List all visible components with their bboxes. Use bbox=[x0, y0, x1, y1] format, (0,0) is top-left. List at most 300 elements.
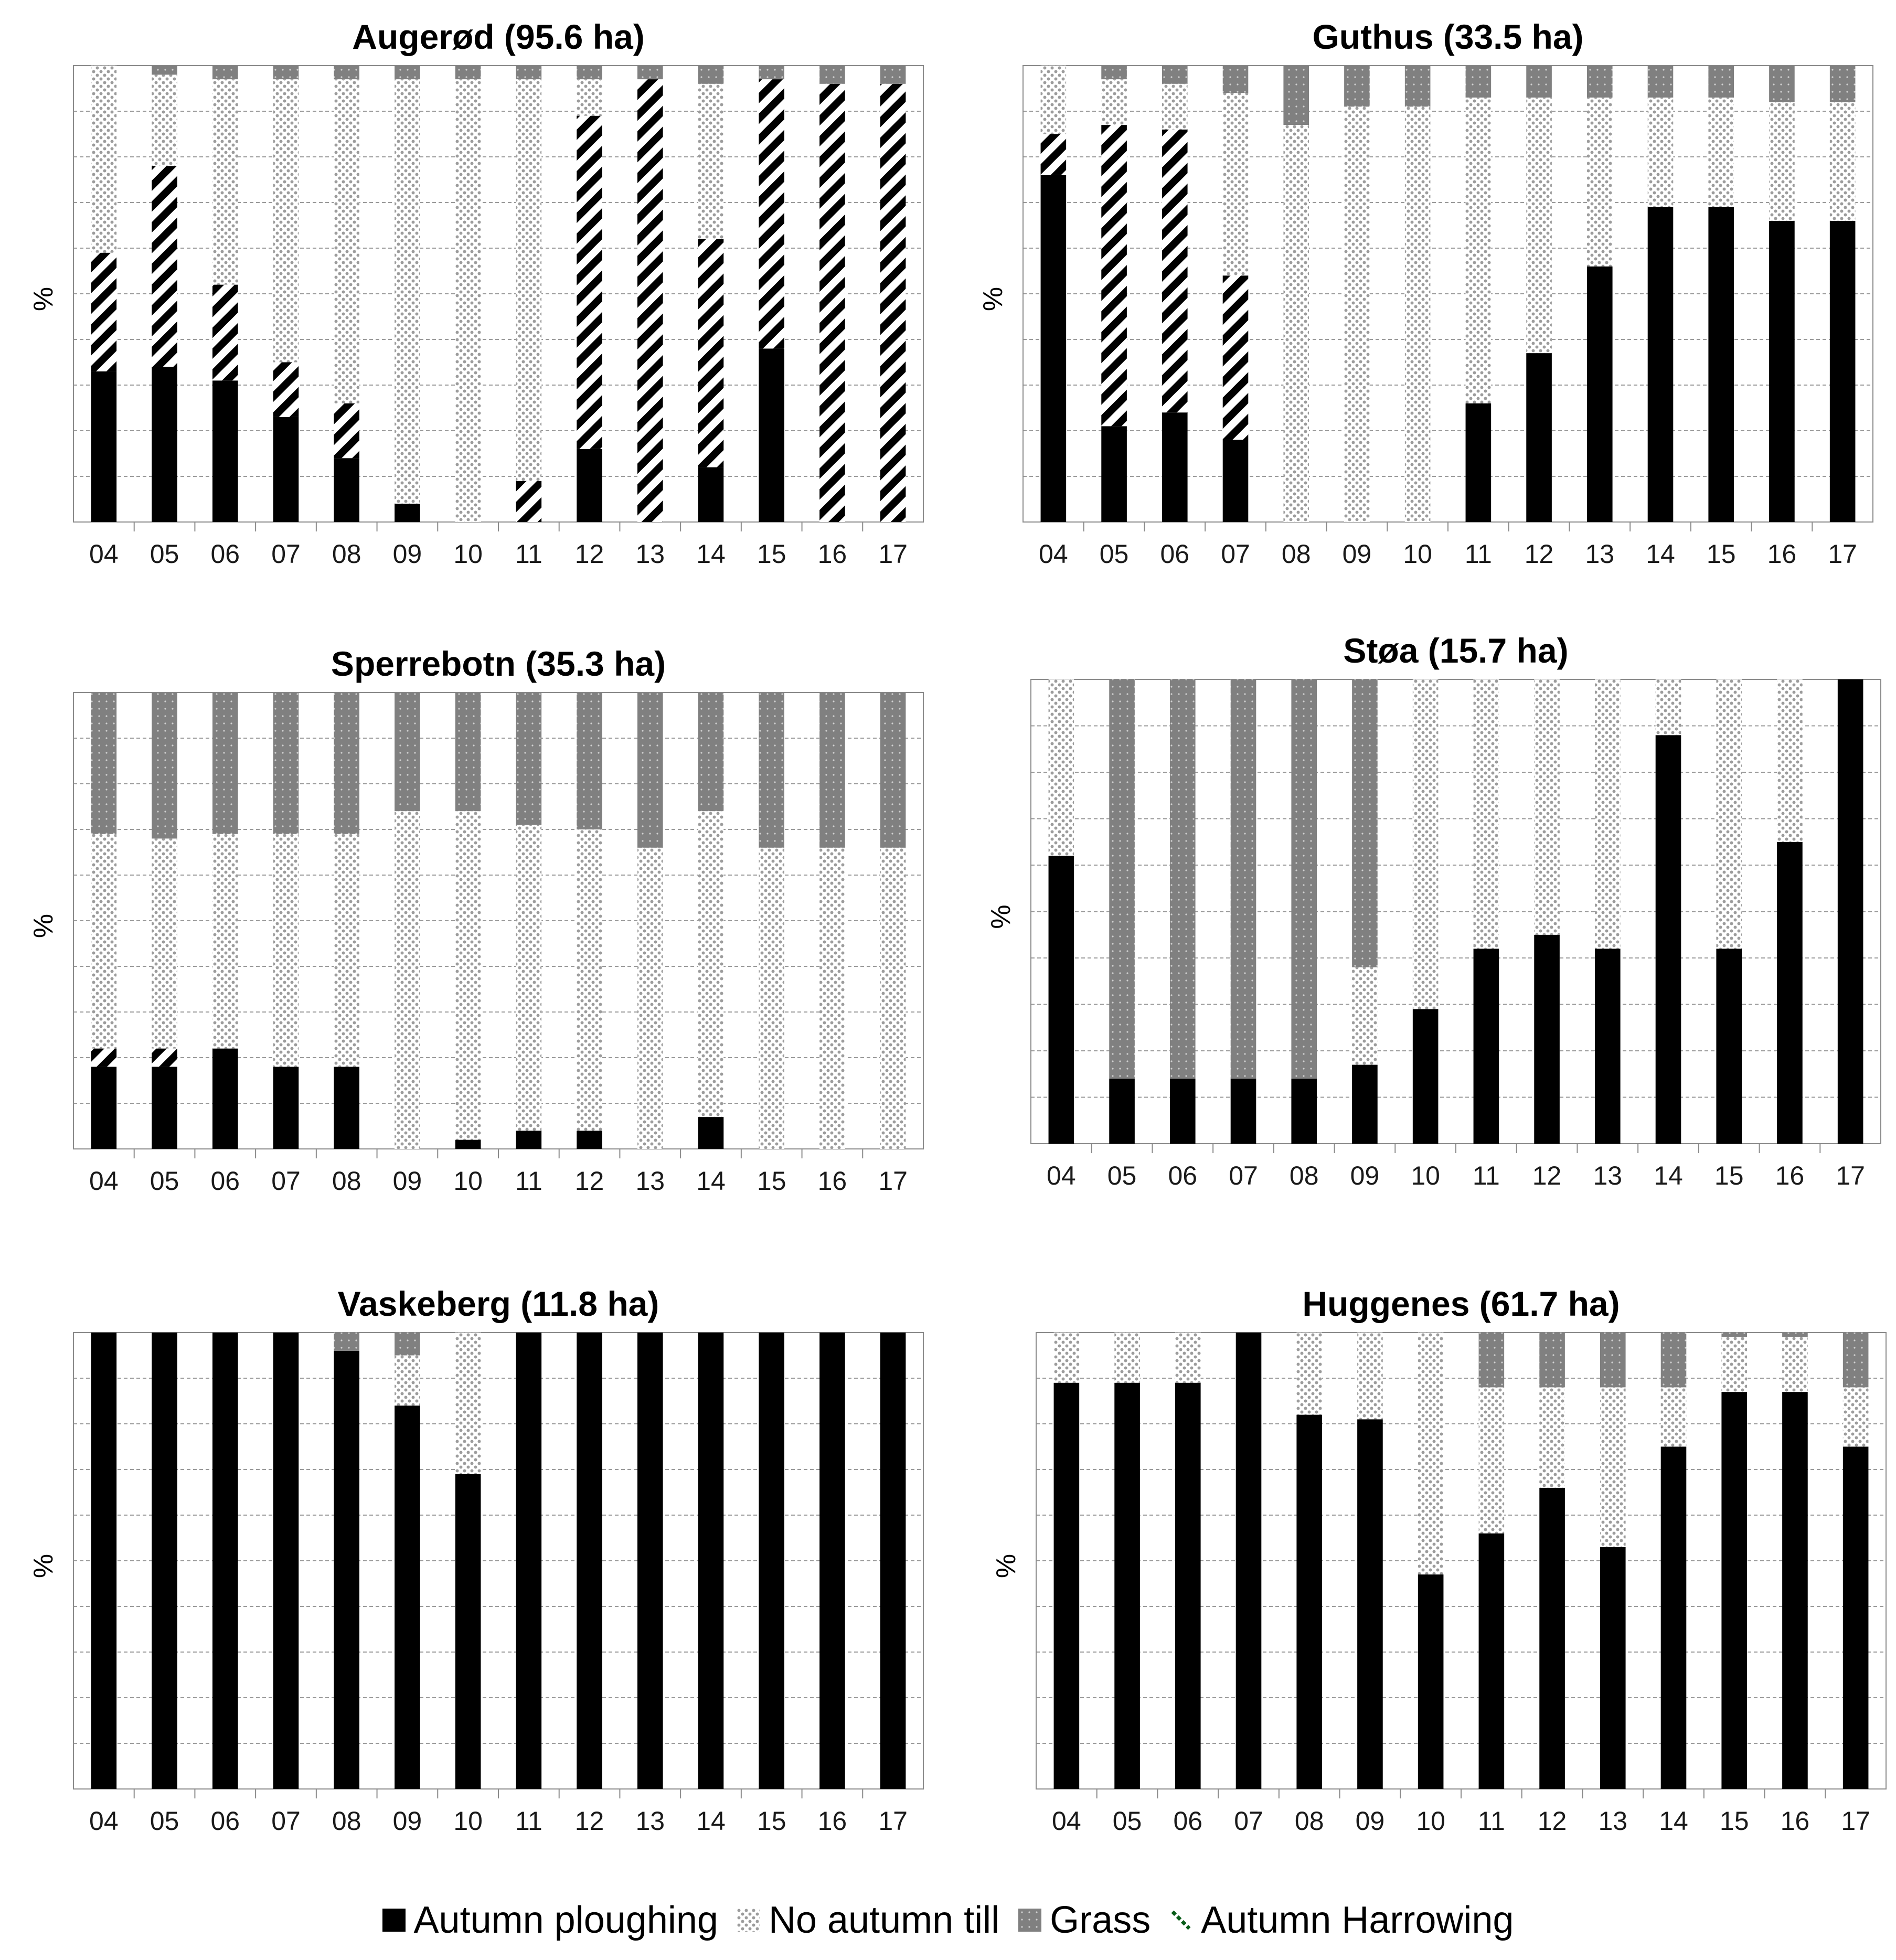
bar-autumn-ploughing bbox=[516, 1333, 542, 1789]
bar-grass bbox=[637, 66, 663, 79]
bar-autumn-ploughing bbox=[577, 449, 602, 522]
bar-no-autumn-till bbox=[1352, 967, 1378, 1065]
bar-no-autumn-till bbox=[212, 834, 238, 1049]
bar-grass bbox=[577, 66, 602, 79]
bar-autumn-ploughing bbox=[1236, 1333, 1262, 1789]
bar-grass bbox=[1291, 679, 1317, 1079]
x-tick-label: 09 bbox=[392, 539, 422, 569]
x-tick-label: 13 bbox=[635, 539, 665, 569]
bar-grass bbox=[1721, 1333, 1747, 1337]
bar-no-autumn-till bbox=[880, 848, 906, 1149]
legend-swatch-no-till bbox=[737, 1909, 760, 1932]
bar-no-autumn-till bbox=[1418, 1333, 1444, 1574]
x-tick-label: 17 bbox=[878, 539, 908, 569]
bar-no-autumn-till bbox=[334, 834, 359, 1067]
chart-title: Sperrebotn (35.3 ha) bbox=[331, 644, 666, 683]
bar-no-autumn-till bbox=[395, 79, 420, 504]
x-tick-label: 05 bbox=[1099, 539, 1129, 569]
bar-grass bbox=[1843, 1333, 1869, 1387]
bar-no-autumn-till bbox=[1114, 1333, 1140, 1383]
bar-no-autumn-till bbox=[1223, 93, 1249, 275]
bar-autumn-ploughing bbox=[698, 1117, 724, 1149]
x-tick-label: 16 bbox=[1767, 539, 1797, 569]
bar-autumn-ploughing bbox=[1838, 679, 1863, 1144]
bar-grass bbox=[1231, 679, 1256, 1079]
bar-no-autumn-till bbox=[1782, 1337, 1808, 1392]
bar-grass bbox=[273, 693, 299, 834]
bar-grass bbox=[273, 66, 299, 79]
bar-no-autumn-till bbox=[819, 848, 845, 1149]
bar-no-autumn-till bbox=[1769, 102, 1795, 221]
bar-autumn-ploughing bbox=[1175, 1383, 1201, 1789]
x-tick-label: 14 bbox=[696, 539, 726, 569]
bar-no-autumn-till bbox=[1101, 79, 1127, 125]
bar-autumn-ploughing bbox=[1708, 207, 1734, 522]
bar-no-autumn-till bbox=[1539, 1387, 1565, 1487]
y-axis-label: % bbox=[991, 1553, 1021, 1579]
bar-grass bbox=[334, 66, 359, 79]
bar-no-autumn-till bbox=[1405, 106, 1431, 522]
chart-title: Huggenes (61.7 ha) bbox=[1302, 1284, 1620, 1323]
y-axis-label: % bbox=[978, 286, 1008, 312]
bar-autumn-ploughing bbox=[1466, 403, 1492, 522]
bar-no-autumn-till bbox=[1777, 679, 1803, 842]
bar-autumn-ploughing bbox=[1162, 412, 1188, 522]
bar-autumn-ploughing bbox=[698, 467, 724, 522]
bar-autumn-harrowing bbox=[152, 166, 177, 367]
bar-grass bbox=[1782, 1333, 1808, 1337]
bar-autumn-ploughing bbox=[1418, 1574, 1444, 1789]
bar-no-autumn-till bbox=[152, 838, 177, 1048]
bar-autumn-harrowing bbox=[516, 481, 542, 522]
bar-autumn-ploughing bbox=[273, 417, 299, 522]
x-tick-label: 09 bbox=[392, 1166, 422, 1196]
bar-autumn-ploughing bbox=[152, 1067, 177, 1149]
x-tick-label: 16 bbox=[817, 539, 847, 569]
bar-grass bbox=[395, 693, 420, 811]
x-tick-label: 17 bbox=[1841, 1806, 1870, 1836]
bar-no-autumn-till bbox=[1049, 679, 1074, 856]
bar-grass bbox=[1479, 1333, 1505, 1387]
x-tick-label: 06 bbox=[210, 1166, 240, 1196]
bar-autumn-harrowing bbox=[91, 253, 117, 371]
x-tick-label: 15 bbox=[1714, 1161, 1744, 1190]
bar-no-autumn-till bbox=[1708, 98, 1734, 207]
bar-no-autumn-till bbox=[516, 825, 542, 1131]
bar-autumn-ploughing bbox=[395, 504, 420, 522]
bar-autumn-ploughing bbox=[1600, 1547, 1626, 1789]
x-tick-label: 16 bbox=[1775, 1161, 1805, 1190]
bar-no-autumn-till bbox=[1357, 1333, 1383, 1419]
bar-autumn-ploughing bbox=[1049, 856, 1074, 1144]
x-tick-label: 09 bbox=[1355, 1806, 1385, 1836]
bar-no-autumn-till bbox=[273, 79, 299, 362]
x-tick-label: 11 bbox=[515, 539, 542, 569]
bar-no-autumn-till bbox=[1656, 679, 1681, 735]
bar-autumn-ploughing bbox=[1830, 221, 1856, 522]
bar-grass bbox=[212, 66, 238, 79]
x-tick-label: 13 bbox=[635, 1806, 665, 1836]
x-tick-label: 12 bbox=[574, 1166, 604, 1196]
x-tick-label: 05 bbox=[150, 1806, 179, 1836]
bar-no-autumn-till bbox=[1600, 1387, 1626, 1547]
x-tick-label: 08 bbox=[1294, 1806, 1324, 1836]
bar-grass bbox=[334, 1333, 359, 1351]
chart-panel-5 bbox=[28, 1284, 923, 1836]
bar-no-autumn-till bbox=[1344, 106, 1370, 522]
bar-autumn-ploughing bbox=[1721, 1392, 1747, 1789]
bar-grass bbox=[1109, 679, 1135, 1079]
bar-autumn-ploughing bbox=[516, 1131, 542, 1149]
bar-grass bbox=[1648, 66, 1674, 98]
x-tick-label: 10 bbox=[1403, 539, 1432, 569]
bar-autumn-ploughing bbox=[212, 380, 238, 522]
x-tick-label: 10 bbox=[453, 1806, 483, 1836]
bar-autumn-ploughing bbox=[212, 1049, 238, 1149]
bar-autumn-ploughing bbox=[1656, 735, 1681, 1144]
bar-no-autumn-till bbox=[516, 79, 542, 481]
bar-grass bbox=[1661, 1333, 1687, 1387]
chart-title: Augerød (95.6 ha) bbox=[352, 17, 645, 56]
y-axis-label: % bbox=[28, 286, 59, 312]
bar-grass bbox=[1708, 66, 1734, 98]
bar-grass bbox=[455, 693, 481, 811]
bar-grass bbox=[759, 693, 784, 848]
x-tick-label: 15 bbox=[757, 1806, 786, 1836]
x-tick-label: 08 bbox=[1281, 539, 1311, 569]
bar-grass bbox=[577, 693, 602, 829]
bar-grass bbox=[880, 66, 906, 84]
bar-grass bbox=[1769, 66, 1795, 102]
bar-autumn-harrowing bbox=[1101, 125, 1127, 426]
bar-grass bbox=[1587, 66, 1613, 98]
bar-autumn-ploughing bbox=[1777, 842, 1803, 1144]
bar-autumn-ploughing bbox=[91, 1333, 117, 1789]
x-tick-label: 15 bbox=[1706, 539, 1736, 569]
bar-no-autumn-till bbox=[1175, 1333, 1201, 1383]
bar-autumn-harrowing bbox=[91, 1049, 117, 1067]
x-tick-label: 12 bbox=[574, 539, 604, 569]
legend-swatch-ploughing bbox=[382, 1909, 406, 1932]
bar-autumn-ploughing bbox=[1474, 949, 1499, 1144]
bar-grass bbox=[759, 66, 784, 79]
bar-grass bbox=[395, 1333, 420, 1356]
bar-no-autumn-till bbox=[1716, 679, 1742, 949]
bar-grass bbox=[516, 66, 542, 79]
bar-autumn-ploughing bbox=[1526, 353, 1552, 522]
bar-grass bbox=[516, 693, 542, 825]
y-axis-label: % bbox=[28, 913, 59, 939]
bar-autumn-ploughing bbox=[334, 1351, 359, 1789]
x-tick-label: 06 bbox=[1173, 1806, 1203, 1836]
x-tick-label: 15 bbox=[1719, 1806, 1749, 1836]
bar-autumn-harrowing bbox=[759, 79, 784, 348]
bar-grass bbox=[819, 66, 845, 84]
chart-panel-4 bbox=[986, 631, 1881, 1190]
y-axis-label: % bbox=[986, 904, 1016, 929]
bar-autumn-ploughing bbox=[1479, 1533, 1505, 1789]
bar-grass bbox=[334, 693, 359, 834]
bar-grass bbox=[637, 693, 663, 848]
x-tick-label: 04 bbox=[89, 539, 119, 569]
bar-no-autumn-till bbox=[759, 848, 784, 1149]
bar-no-autumn-till bbox=[1466, 98, 1492, 403]
bar-no-autumn-till bbox=[698, 811, 724, 1117]
x-tick-label: 05 bbox=[1107, 1161, 1137, 1190]
bar-autumn-ploughing bbox=[1716, 949, 1742, 1144]
bar-autumn-ploughing bbox=[880, 1333, 906, 1789]
x-tick-label: 04 bbox=[1039, 539, 1068, 569]
bar-autumn-ploughing bbox=[91, 371, 117, 522]
bar-grass bbox=[1405, 66, 1431, 106]
bar-autumn-ploughing bbox=[334, 1067, 359, 1149]
legend bbox=[0, 1889, 1896, 1952]
x-tick-label: 10 bbox=[1416, 1806, 1445, 1836]
x-tick-label: 13 bbox=[1585, 539, 1615, 569]
bar-no-autumn-till bbox=[1041, 66, 1067, 134]
chart-title: Vaskeberg (11.8 ha) bbox=[337, 1284, 659, 1323]
bar-no-autumn-till bbox=[273, 834, 299, 1067]
bar-no-autumn-till bbox=[1283, 125, 1309, 522]
x-tick-label: 10 bbox=[453, 539, 483, 569]
x-tick-label: 08 bbox=[332, 1806, 361, 1836]
x-tick-label: 12 bbox=[1524, 539, 1554, 569]
bar-grass bbox=[880, 693, 906, 848]
x-tick-label: 16 bbox=[817, 1166, 847, 1196]
bar-no-autumn-till bbox=[698, 84, 724, 239]
chart-title: Guthus (33.5 ha) bbox=[1312, 17, 1584, 56]
bar-autumn-ploughing bbox=[455, 1474, 481, 1789]
bar-no-autumn-till bbox=[1661, 1387, 1687, 1446]
y-axis-label: % bbox=[28, 1553, 59, 1579]
bar-grass bbox=[1466, 66, 1492, 98]
bar-no-autumn-till bbox=[637, 848, 663, 1149]
x-tick-label: 11 bbox=[1464, 539, 1492, 569]
x-tick-label: 10 bbox=[453, 1166, 483, 1196]
bar-no-autumn-till bbox=[334, 79, 359, 403]
bar-autumn-ploughing bbox=[1352, 1065, 1378, 1144]
bar-no-autumn-till bbox=[1843, 1387, 1869, 1446]
bar-grass bbox=[698, 693, 724, 811]
x-tick-label: 17 bbox=[1828, 539, 1857, 569]
bar-autumn-ploughing bbox=[1291, 1079, 1317, 1144]
chart-panel-1 bbox=[28, 17, 923, 569]
bar-autumn-harrowing bbox=[819, 84, 845, 522]
x-tick-label: 08 bbox=[1289, 1161, 1319, 1190]
bar-autumn-ploughing bbox=[1413, 1009, 1439, 1144]
x-tick-label: 14 bbox=[1646, 539, 1675, 569]
bar-autumn-harrowing bbox=[152, 1049, 177, 1067]
legend-label-no-till: No autumn till bbox=[768, 1899, 1000, 1941]
chart-panel-3 bbox=[28, 644, 923, 1196]
x-tick-label: 04 bbox=[89, 1166, 119, 1196]
bar-autumn-ploughing bbox=[273, 1333, 299, 1789]
x-tick-label: 06 bbox=[210, 1806, 240, 1836]
x-tick-label: 05 bbox=[150, 539, 179, 569]
x-tick-label: 15 bbox=[757, 539, 786, 569]
x-tick-label: 17 bbox=[878, 1166, 908, 1196]
bar-grass bbox=[455, 66, 481, 79]
bar-grass bbox=[819, 693, 845, 848]
bar-no-autumn-till bbox=[1162, 84, 1188, 130]
bar-no-autumn-till bbox=[1413, 679, 1439, 1009]
bar-grass bbox=[1162, 66, 1188, 84]
x-tick-label: 12 bbox=[1537, 1806, 1567, 1836]
legend-item-harrowing bbox=[1169, 1899, 1514, 1942]
chart-title: Støa (15.7 ha) bbox=[1343, 631, 1569, 670]
x-tick-label: 07 bbox=[1234, 1806, 1263, 1836]
bar-autumn-harrowing bbox=[273, 363, 299, 417]
bar-autumn-ploughing bbox=[1769, 221, 1795, 522]
bar-no-autumn-till bbox=[152, 74, 177, 166]
bar-grass bbox=[152, 66, 177, 74]
bar-autumn-ploughing bbox=[1041, 175, 1067, 522]
bar-autumn-harrowing bbox=[334, 403, 359, 458]
x-tick-label: 06 bbox=[210, 539, 240, 569]
chart-panel-6 bbox=[991, 1284, 1886, 1836]
bar-autumn-ploughing bbox=[91, 1067, 117, 1149]
bar-no-autumn-till bbox=[395, 811, 420, 1149]
bar-autumn-ploughing bbox=[637, 1333, 663, 1789]
bar-autumn-ploughing bbox=[1539, 1488, 1565, 1789]
bar-no-autumn-till bbox=[1534, 679, 1560, 935]
x-tick-label: 11 bbox=[515, 1166, 542, 1196]
x-tick-label: 12 bbox=[574, 1806, 604, 1836]
x-tick-label: 09 bbox=[1350, 1161, 1380, 1190]
x-tick-label: 12 bbox=[1532, 1161, 1562, 1190]
bar-autumn-ploughing bbox=[455, 1140, 481, 1149]
bar-grass bbox=[91, 693, 117, 834]
bar-autumn-harrowing bbox=[577, 116, 602, 449]
bar-grass bbox=[1352, 679, 1378, 967]
bar-grass bbox=[1223, 66, 1249, 93]
bar-grass bbox=[1170, 679, 1196, 1079]
x-tick-label: 17 bbox=[1836, 1161, 1865, 1190]
bar-autumn-ploughing bbox=[577, 1131, 602, 1149]
bar-no-autumn-till bbox=[395, 1356, 420, 1406]
bar-autumn-harrowing bbox=[1162, 130, 1188, 412]
bar-no-autumn-till bbox=[1587, 98, 1613, 267]
bar-autumn-ploughing bbox=[1054, 1383, 1080, 1789]
bar-grass bbox=[1101, 66, 1127, 79]
bar-autumn-ploughing bbox=[152, 1333, 177, 1789]
bar-grass bbox=[1526, 66, 1552, 98]
bar-autumn-ploughing bbox=[819, 1333, 845, 1789]
legend-label-ploughing: Autumn ploughing bbox=[413, 1899, 718, 1941]
x-tick-label: 10 bbox=[1411, 1161, 1440, 1190]
bar-no-autumn-till bbox=[455, 79, 481, 522]
bar-autumn-ploughing bbox=[1843, 1447, 1869, 1789]
bar-grass bbox=[1344, 66, 1370, 106]
bar-grass bbox=[1283, 66, 1309, 125]
bar-autumn-harrowing bbox=[880, 84, 906, 522]
x-tick-label: 05 bbox=[1112, 1806, 1142, 1836]
bar-autumn-ploughing bbox=[1170, 1079, 1196, 1144]
bar-autumn-ploughing bbox=[273, 1067, 299, 1149]
bar-autumn-ploughing bbox=[698, 1333, 724, 1789]
legend-item-no-till bbox=[737, 1899, 999, 1942]
bar-autumn-ploughing bbox=[577, 1333, 602, 1789]
bar-autumn-ploughing bbox=[759, 1333, 784, 1789]
x-tick-label: 11 bbox=[1472, 1161, 1500, 1190]
bar-autumn-ploughing bbox=[1231, 1079, 1256, 1144]
bar-grass bbox=[1539, 1333, 1565, 1387]
x-tick-label: 13 bbox=[635, 1166, 665, 1196]
x-tick-label: 16 bbox=[1780, 1806, 1810, 1836]
bar-no-autumn-till bbox=[1526, 98, 1552, 353]
bar-no-autumn-till bbox=[1296, 1333, 1322, 1415]
bar-no-autumn-till bbox=[455, 811, 481, 1139]
bar-no-autumn-till bbox=[577, 79, 602, 116]
bar-autumn-ploughing bbox=[1782, 1392, 1808, 1789]
x-tick-label: 09 bbox=[1342, 539, 1372, 569]
bar-no-autumn-till bbox=[1830, 102, 1856, 221]
x-tick-label: 07 bbox=[1221, 539, 1250, 569]
legend-item-ploughing bbox=[382, 1899, 718, 1942]
x-tick-label: 15 bbox=[757, 1166, 786, 1196]
x-tick-label: 13 bbox=[1593, 1161, 1623, 1190]
x-tick-label: 07 bbox=[1229, 1161, 1258, 1190]
bar-autumn-ploughing bbox=[1223, 440, 1249, 522]
bar-autumn-ploughing bbox=[1357, 1419, 1383, 1789]
bar-grass bbox=[1600, 1333, 1626, 1387]
x-tick-label: 08 bbox=[332, 1166, 361, 1196]
bar-autumn-harrowing bbox=[212, 285, 238, 381]
x-tick-label: 08 bbox=[332, 539, 361, 569]
x-tick-label: 17 bbox=[878, 1806, 908, 1836]
legend-label-grass: Grass bbox=[1050, 1899, 1151, 1941]
bar-autumn-ploughing bbox=[1595, 949, 1621, 1144]
bar-no-autumn-till bbox=[212, 79, 238, 284]
x-tick-label: 11 bbox=[515, 1806, 542, 1836]
bar-autumn-ploughing bbox=[334, 458, 359, 522]
bar-autumn-ploughing bbox=[1101, 426, 1127, 522]
bar-grass bbox=[395, 66, 420, 79]
x-tick-label: 04 bbox=[89, 1806, 119, 1836]
bar-autumn-ploughing bbox=[1109, 1079, 1135, 1144]
x-tick-label: 07 bbox=[271, 539, 301, 569]
x-tick-label: 07 bbox=[271, 1806, 301, 1836]
x-tick-label: 16 bbox=[817, 1806, 847, 1836]
x-tick-label: 09 bbox=[392, 1806, 422, 1836]
bar-autumn-ploughing bbox=[1587, 267, 1613, 522]
bar-autumn-harrowing bbox=[698, 239, 724, 467]
bar-autumn-harrowing bbox=[1223, 275, 1249, 440]
bar-no-autumn-till bbox=[1721, 1337, 1747, 1392]
bar-grass bbox=[152, 693, 177, 838]
bar-no-autumn-till bbox=[1479, 1387, 1505, 1533]
bar-no-autumn-till bbox=[1648, 98, 1674, 207]
legend-swatch-grass bbox=[1018, 1909, 1041, 1932]
bar-autumn-ploughing bbox=[212, 1333, 238, 1789]
bar-no-autumn-till bbox=[1474, 679, 1499, 949]
bar-autumn-ploughing bbox=[395, 1405, 420, 1789]
x-tick-label: 04 bbox=[1047, 1161, 1076, 1190]
bar-no-autumn-till bbox=[577, 829, 602, 1131]
bar-no-autumn-till bbox=[91, 66, 117, 253]
legend-item-grass bbox=[1018, 1899, 1151, 1942]
x-tick-label: 06 bbox=[1168, 1161, 1198, 1190]
bar-autumn-ploughing bbox=[152, 367, 177, 522]
x-tick-label: 14 bbox=[696, 1166, 726, 1196]
bar-grass bbox=[698, 66, 724, 84]
x-tick-label: 07 bbox=[271, 1166, 301, 1196]
bar-autumn-ploughing bbox=[1661, 1447, 1687, 1789]
x-tick-label: 13 bbox=[1598, 1806, 1628, 1836]
bar-no-autumn-till bbox=[1054, 1333, 1080, 1383]
bar-no-autumn-till bbox=[1595, 679, 1621, 949]
x-tick-label: 11 bbox=[1477, 1806, 1505, 1836]
